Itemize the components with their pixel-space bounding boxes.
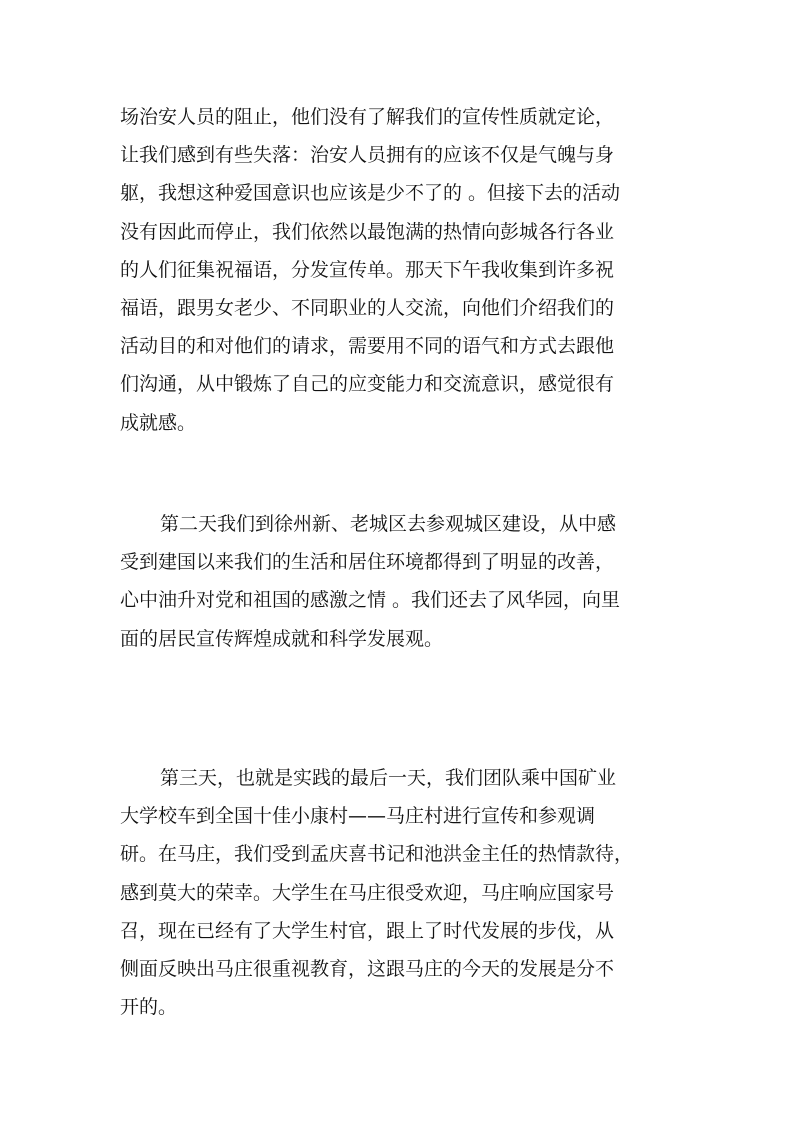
- text-line: 躯，我想这种爱国意识也应该是少不了的 。但接下去的活动: [120, 182, 621, 205]
- text-line: 大学校车到全国十佳小康村——马庄村进行宣传和参观调: [120, 805, 596, 828]
- text-line: 召，现在已经有了大学生村官，跟上了时代发展的步伐，从: [120, 919, 615, 942]
- paragraph-1: [120, 98, 680, 442]
- text-line: 第二天我们到徐州新、老城区去参观城区建设，从中感: [160, 513, 617, 535]
- text-line: 活动目的和对他们的请求，需要用不同的语气和方式去跟他: [120, 335, 615, 358]
- text-line: 侧面反映出马庄很重视教育，这跟马庄的今天的发展是分不: [120, 957, 615, 980]
- text-line: 开的。: [120, 996, 178, 1019]
- text-line: 福语，跟男女老少、不同职业的人交流，向他们介绍我们的: [120, 296, 615, 319]
- text-line: 场治安人员的阻止，他们没有了解我们的宣传性质就定论，: [120, 106, 615, 128]
- paragraph-2: [120, 505, 680, 658]
- text-line: 的人们征集祝福语，分发宣传单。那天下午我收集到许多祝: [120, 258, 615, 281]
- text-line: 研。在马庄，我们受到孟庆喜书记和池洪金主任的热情款待，: [120, 843, 634, 866]
- text-line: 第三天，也就是实践的最后一天，我们团队乘中国矿业: [160, 767, 617, 789]
- text-line: 们沟通，从中锻炼了自己的应变能力和交流意识，感觉很有: [120, 373, 615, 396]
- text-line: 心中油升对党和祖国的感激之情 。我们还去了风华园，向里: [120, 589, 621, 612]
- text-line: 受到建国以来我们的生活和居住环境都得到了明显的改善，: [120, 551, 615, 574]
- paragraph-3: [120, 759, 680, 1026]
- text-line: 让我们感到有些失落：治安人员拥有的应该不仅是气魄与身: [120, 144, 615, 167]
- text-line: 没有因此而停止，我们依然以最饱满的热情向彭城各行各业: [120, 220, 615, 243]
- text-line: 成就感。: [120, 411, 197, 434]
- text-line: 面的居民宣传辉煌成就和科学发展观。: [120, 627, 444, 650]
- text-line: 感到莫大的荣幸。大学生在马庄很受欢迎，马庄响应国家号: [120, 881, 615, 904]
